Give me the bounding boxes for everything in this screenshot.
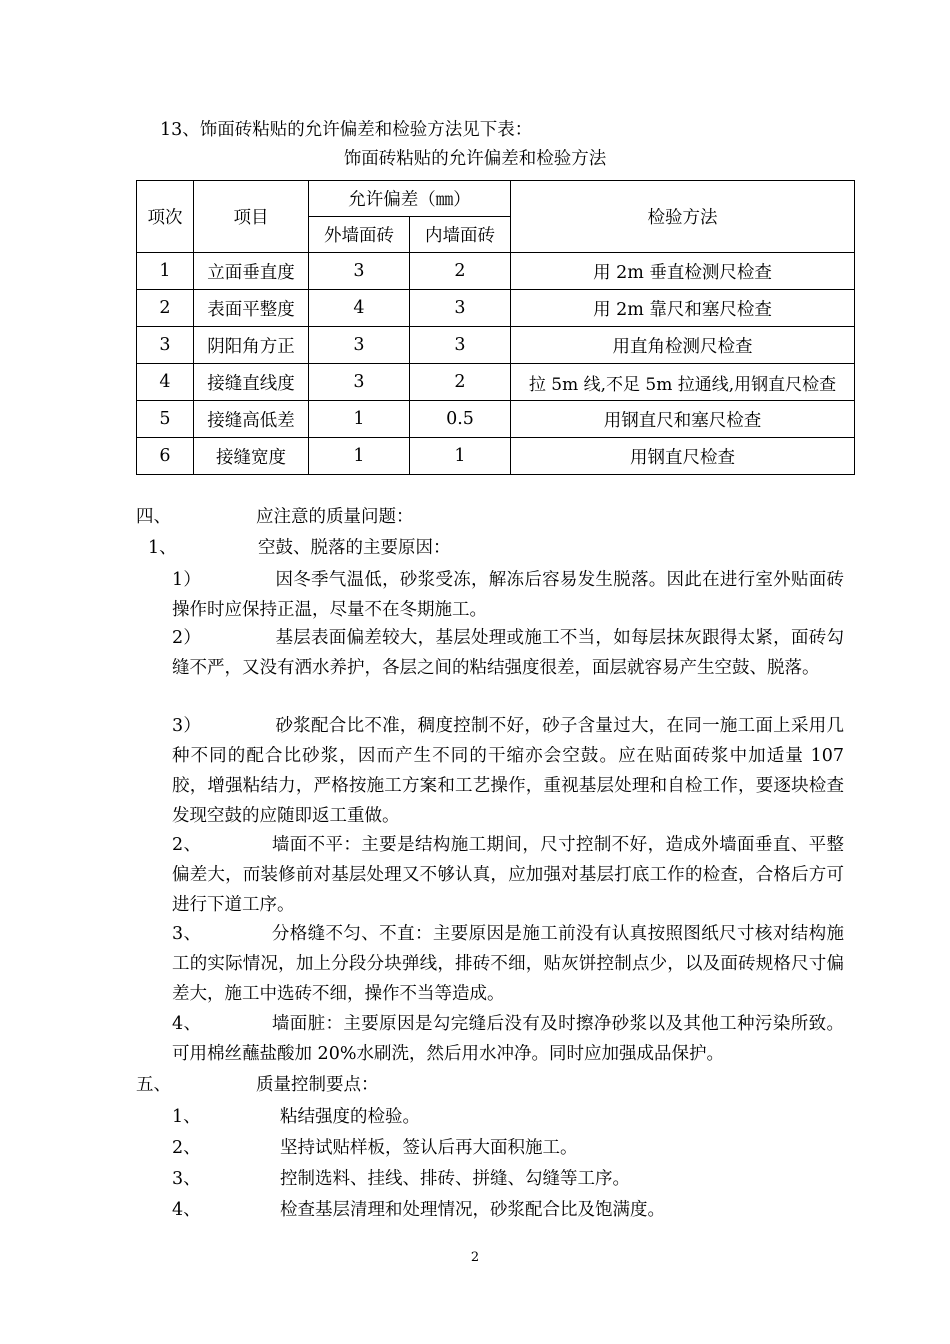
table-row [137, 253, 855, 290]
cell-inner: 1 [410, 438, 511, 475]
cell-method: 用钢直尺检查 [511, 438, 855, 475]
control-2-text: 坚持试贴样板，签认后再大面积施工。 [280, 1138, 578, 1158]
header-item: 项目 [194, 181, 309, 253]
section-5-number: 五、 [136, 1075, 171, 1095]
problem-4-number: 4、 [172, 1014, 202, 1034]
cell-outer: 3 [309, 253, 410, 290]
control-4-text: 检查基层清理和处理情况，砂浆配合比及饱满度。 [280, 1200, 665, 1220]
table-row [137, 290, 855, 327]
cell-inner: 3 [410, 327, 511, 364]
cell-index: 1 [137, 253, 194, 290]
problem-4-text: 墙面脏：主要原因是勾完缝后没有及时擦净砂浆以及其他工种污染所致。可用棉丝蘸盐酸加 20%水刷洗，然后用水冲净。同时应加强成品保护。 [172, 1014, 844, 1064]
control-3-number: 3、 [172, 1169, 201, 1189]
cell-method: 用直角检测尺检查 [511, 327, 855, 364]
cause-3 [172, 711, 844, 831]
problem-2-text: 墙面不平：主要是结构施工期间，尺寸控制不好，造成外墙面垂直、平整偏差大，而装修前对基层处理又不够认真，应加强对基层打底工作的检查，合格后方可进行下道工序。 [172, 835, 844, 915]
tolerance-table [136, 180, 855, 475]
cell-outer: 3 [309, 364, 410, 401]
cell-index: 2 [137, 290, 194, 327]
cell-inner: 0.5 [410, 401, 511, 438]
section-5-title: 质量控制要点： [256, 1075, 379, 1095]
intro-text: 13、饰面砖粘贴的允许偏差和检验方法见下表： [160, 120, 533, 140]
table-header-row [137, 181, 855, 217]
header-tolerance: 允许偏差（㎜） [309, 181, 511, 217]
header-inner: 内墙面砖 [410, 217, 511, 253]
cell-method: 用 2m 垂直检测尺检查 [511, 253, 855, 290]
problem-3 [172, 919, 844, 1009]
header-method: 检验方法 [511, 181, 855, 253]
cell-outer: 1 [309, 401, 410, 438]
table-caption: 饰面砖粘贴的允许偏差和检验方法 [343, 149, 607, 169]
cell-index: 5 [137, 401, 194, 438]
control-4-number: 4、 [172, 1200, 201, 1220]
cell-outer: 1 [309, 438, 410, 475]
control-3-text: 控制选料、挂线、排砖、拼缝、勾缝等工序。 [280, 1169, 630, 1189]
section-4-1-number: 1、 [148, 538, 177, 558]
problem-2-number: 2、 [172, 835, 202, 855]
cell-outer: 4 [309, 290, 410, 327]
cell-item: 接缝高低差 [194, 401, 309, 438]
control-1-text: 粘结强度的检验。 [280, 1107, 420, 1127]
header-outer: 外墙面砖 [309, 217, 410, 253]
table-row [137, 438, 855, 475]
header-index: 项次 [137, 181, 194, 253]
page-number: 2 [470, 1250, 480, 1265]
cause-2-number: 2） [172, 628, 202, 648]
cell-index: 6 [137, 438, 194, 475]
cell-inner: 2 [410, 253, 511, 290]
cell-index: 4 [137, 364, 194, 401]
control-2-number: 2、 [172, 1138, 201, 1158]
section-4-number: 四、 [136, 507, 171, 527]
cell-inner: 3 [410, 290, 511, 327]
cause-1-text: 因冬季气温低，砂浆受冻，解冻后容易发生脱落。因此在进行室外贴面砖操作时应保持正温，尽量不在冬期施工。 [172, 570, 844, 620]
cause-1 [172, 565, 844, 625]
problem-3-text: 分格缝不匀、不直：主要原因是施工前没有认真按照图纸尺寸核对结构施工的实际情况，加上分段分块弹线，排砖不细，贴灰饼控制点少，以及面砖规格尺寸偏差大，施工中选砖不细，操作不当等造成。 [172, 924, 844, 1004]
control-1-number: 1、 [172, 1107, 201, 1127]
cause-3-number: 3） [172, 716, 202, 736]
section-4-1-title: 空鼓、脱落的主要原因： [258, 538, 451, 558]
table-row [137, 327, 855, 364]
problem-2 [172, 830, 844, 920]
cell-method: 用 2m 靠尺和塞尺检查 [511, 290, 855, 327]
cell-item: 立面垂直度 [194, 253, 309, 290]
table-row [137, 364, 855, 401]
cell-method: 拉 5m 线,不足 5m 拉通线,用钢直尺检查 [511, 364, 855, 401]
cell-inner: 2 [410, 364, 511, 401]
cell-item: 表面平整度 [194, 290, 309, 327]
problem-3-number: 3、 [172, 924, 202, 944]
problem-4 [172, 1009, 844, 1069]
cause-2 [172, 623, 844, 683]
section-4-title: 应注意的质量问题： [256, 507, 414, 527]
cell-index: 3 [137, 327, 194, 364]
cause-1-number: 1） [172, 570, 202, 590]
cell-item: 阴阳角方正 [194, 327, 309, 364]
cell-item: 接缝直线度 [194, 364, 309, 401]
cell-method: 用钢直尺和塞尺检查 [511, 401, 855, 438]
table-row [137, 401, 855, 438]
cause-2-text: 基层表面偏差较大，基层处理或施工不当，如每层抹灰跟得太紧，面砖勾缝不严，又没有洒水养护，各层之间的粘结强度很差，面层就容易产生空鼓、脱落。 [172, 628, 844, 678]
cell-item: 接缝宽度 [194, 438, 309, 475]
cause-3-text: 砂浆配合比不准，稠度控制不好，砂子含量过大，在同一施工面上采用几种不同的配合比砂浆，因而产生不同的干缩亦会空鼓。应在贴面砖浆中加适量 107 胶，增强粘结力，严格按施工方案和工艺操作，重视基层处理和自检工作，要逐块检查发现空鼓的应随即返工重做。 [172, 716, 844, 826]
cell-outer: 3 [309, 327, 410, 364]
